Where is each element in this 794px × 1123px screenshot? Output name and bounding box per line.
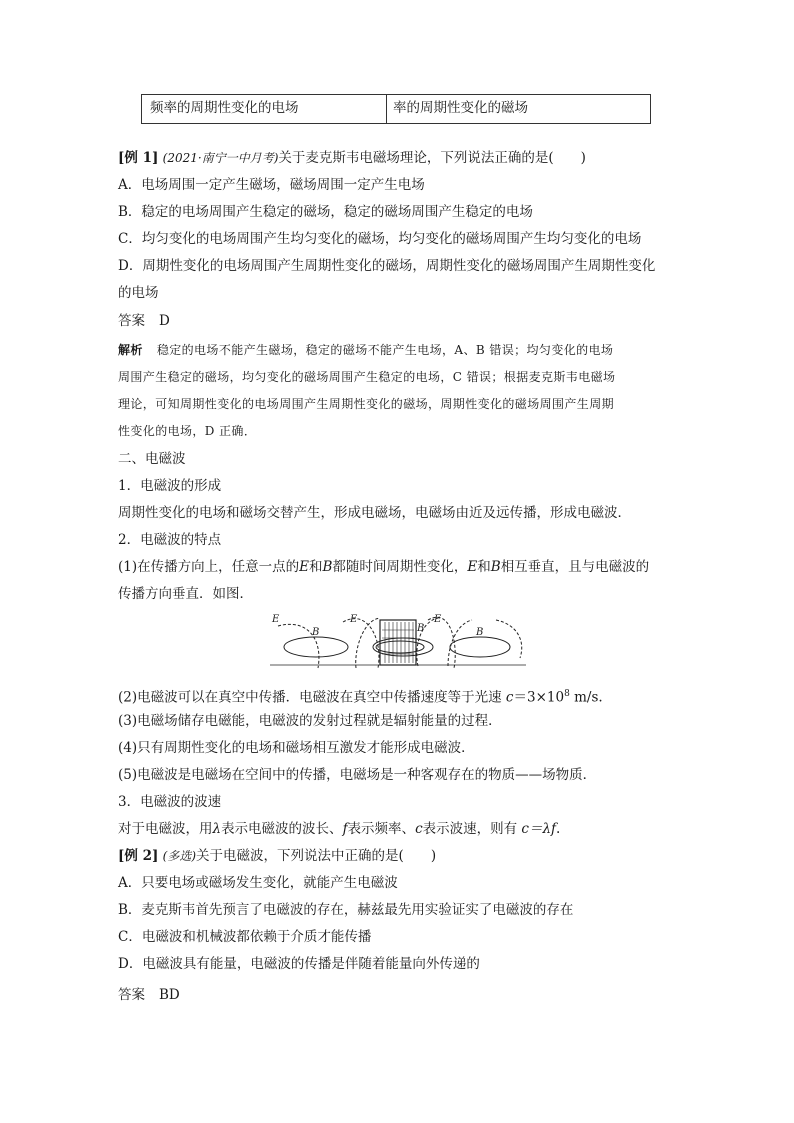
table-cell-left: 频率的周期性变化的电场 [142,95,387,123]
symbol-lambda: λ [212,821,222,837]
example1-tag: [例 1] [118,150,159,166]
diagram-label-e: E [272,614,280,625]
text-seg: 和 [308,559,323,575]
answer-label: 答案 [118,313,145,329]
em-wave-diagram [268,610,528,672]
example1-option-a: A．电场周围一定产生磁场，磁场周围一定产生电场 [118,177,425,193]
diagram-label-b: B [312,627,320,638]
text-seg: 表示频率、 [347,821,416,837]
comparison-table-row [141,94,651,124]
example1-analysis-line4: 性变化的电场，D 正确． [118,424,257,438]
table-cell-right: 率的周期性变化的磁场 [393,100,528,116]
answer-label: 答案 [118,987,145,1003]
feature-5: (5)电磁波是电磁场在空间中的传播，电磁场是一种客观存在的物质——场物质． [118,767,597,783]
answer-value: D [159,313,170,329]
example2-option-b: B．麦克斯韦首先预言了电磁波的存在，赫兹最先用实验证实了电磁波的存在 [118,902,574,918]
example1-source: (2021·南宁一中月考) [162,151,279,165]
symbol-e: E [299,559,309,575]
symbol-b: B [490,559,501,575]
example1-analysis-line2: 周围产生稳定的磁场，均匀变化的磁场周围产生稳定的电场，C 错误；根据麦克斯韦电磁场 [118,370,616,384]
text-seg: m/s. [569,689,603,706]
text-seg: 相互垂直，且与电磁波的 [500,559,650,575]
example2-tag: [例 2] [118,848,159,864]
symbol-c: c [415,821,423,837]
symbol-b: B [322,559,333,575]
text-seg: (1)在传播方向上，任意一点的 [118,559,300,575]
text-seg: . [556,821,561,837]
feature-3: (3)电磁场储存电磁能，电磁波的发射过程就是辐射能量的过程． [118,713,502,729]
e-field-arc [428,617,455,668]
symbol-f: f [342,821,348,837]
example2-question-text: 关于电磁波，下列说法中正确的是( ) [196,848,437,864]
example2-question [118,846,436,866]
answer-value: BD [159,987,180,1003]
example1-option-d: D．周期性变化的电场周围产生周期性变化的磁场，周期性变化的磁场周围产生周期性变化 [118,258,656,274]
text-seg: 和 [477,559,491,575]
example1-analysis-line1 [118,340,613,360]
example1-question-text: 关于麦克斯韦电磁场理论，下列说法正确的是( ) [278,150,586,166]
diagram-label-e: E [434,614,442,625]
feature-1-line2: 传播方向垂直．如图． [118,586,253,602]
diagram-label-b: B [476,627,484,638]
exponent: 8 [564,689,570,699]
analysis-label: 解析 [118,343,143,357]
b-field-loop [376,641,424,653]
sub-heading-3: 3．电磁波的波速 [118,794,222,810]
b-field-loop [450,637,510,657]
text-seg: ＝3×10 [513,689,565,706]
diagram-label-e: E [350,614,358,625]
example1-option-b: B．稳定的电场周围产生稳定的磁场，稳定的磁场周围产生稳定的电场 [118,204,533,220]
e-field-arc [343,619,379,668]
sub-heading-2: 2．电磁波的特点 [118,532,222,548]
example2-option-c: C．电磁波和机械波都依赖于介质才能传播 [118,929,372,945]
diagram-label-b: B [417,623,425,634]
b-field-loop [284,637,348,657]
sub-heading-1: 1．电磁波的形成 [118,478,222,494]
example2-answer [118,985,180,1005]
example1-question [118,148,586,168]
text-seg: 对于电磁波，用 [118,821,213,837]
text-seg: 表示波速，则有 [422,821,522,837]
symbol-c: c [505,689,514,706]
section-heading: 二、电磁波 [118,451,186,467]
text-seg: (2)电磁波可以在真空中传播．电磁波在真空中传播速度等于光速 [118,689,506,706]
example1-analysis-line3: 理论，可知周期性变化的电场周围产生周期性变化的磁场，周期性变化的磁场周围产生周期 [118,397,615,411]
symbol-e: E [467,559,478,575]
sub1-paragraph: 周期性变化的电场和磁场交替产生，形成电磁场，电磁场由近及远传播，形成电磁波． [118,505,631,521]
example1-option-c: C．均匀变化的电场周围产生均匀变化的磁场，均匀变化的磁场周围产生均匀变化的电场 [118,231,642,247]
feature-4: (4)只有周期性变化的电场和磁场相互激发才能形成电磁波． [118,740,475,756]
example1-option-d-cont: 的电场 [118,285,159,301]
text-seg: 表示电磁波的波长、 [221,821,343,837]
feature-2 [118,684,603,708]
example1-answer [118,311,170,331]
example2-type: (多选) [162,849,197,863]
wave-speed-paragraph [118,819,560,839]
e-field-arc [448,620,472,666]
text-seg: 都随时间周期性变化， [332,559,468,575]
example2-option-a: A．只要电场或磁场发生变化，就能产生电磁波 [118,875,398,891]
example2-option-d: D．电磁波具有能量，电磁波的传播是伴随着能量向外传递的 [118,956,480,972]
analysis-text-1: 稳定的电场不能产生磁场，稳定的磁场不能产生电场，A、B 错误；均匀变化的电场 [156,343,614,357]
feature-1-line1 [118,557,649,577]
formula: c＝λf [521,821,557,837]
